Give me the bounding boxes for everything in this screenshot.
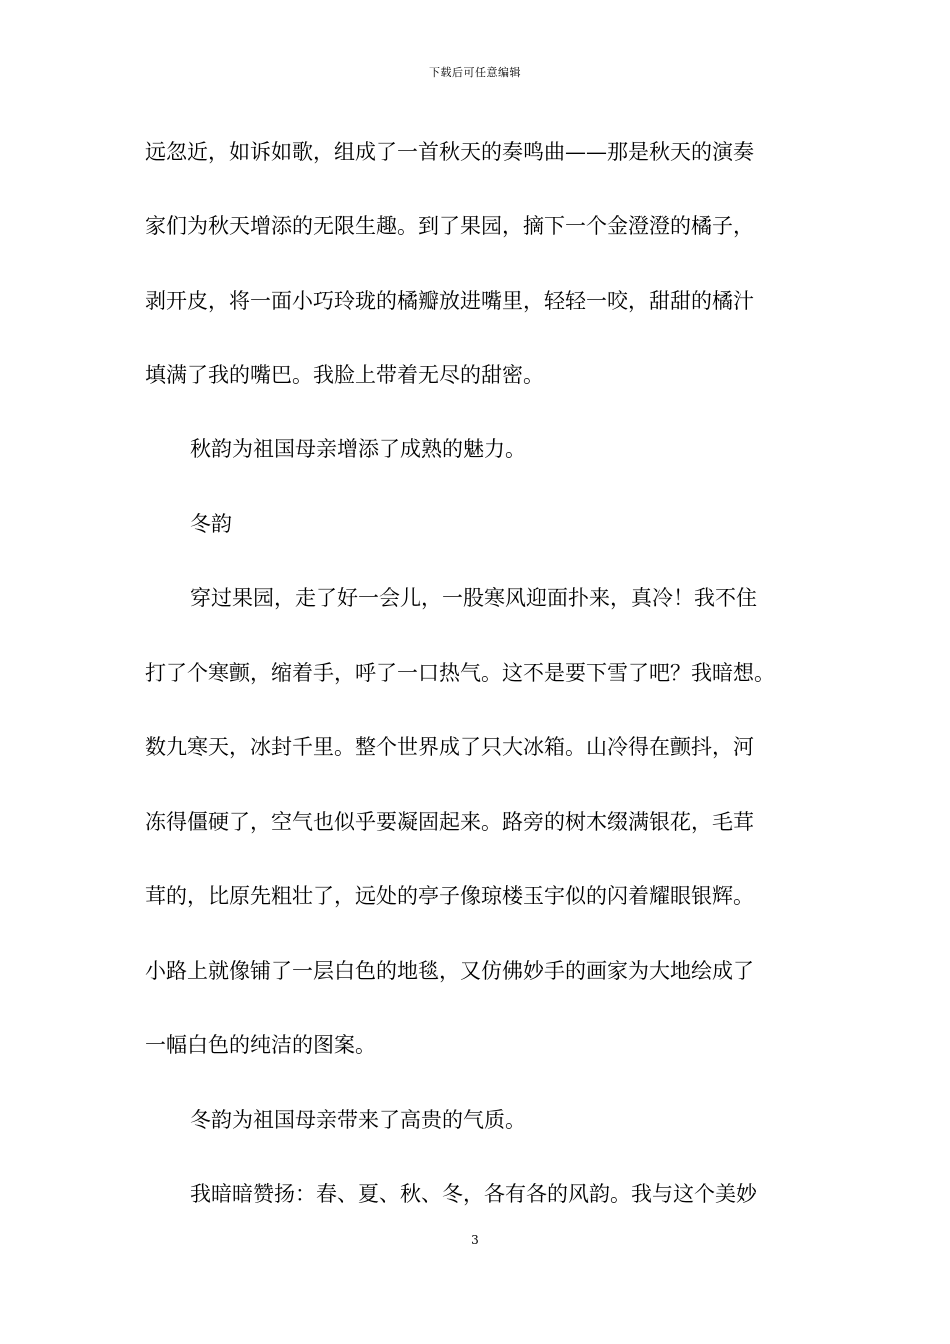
body-line: 冻得僵硬了，空气也似乎要凝固起来。路旁的树木缀满银花，毛茸: [145, 810, 754, 834]
body-line: 我暗暗赞扬：春、夏、秋、冬，各有各的风韵。我与这个美妙: [190, 1182, 757, 1206]
page-number: 3: [471, 1233, 479, 1247]
body-line: 打了个寒颤，缩着手，呼了一口热气。这不是要下雪了吧？我暗想。: [145, 661, 775, 685]
body-line: 穿过果园，走了好一会儿，一股寒风迎面扑来，真冷！我不住: [190, 586, 757, 610]
page-header: 下载后可任意编辑: [429, 66, 521, 79]
body-line: 剥开皮，将一面小巧玲珑的橘瓣放进嘴里，轻轻一咬，甜甜的橘汁: [145, 289, 754, 313]
body-line: 填满了我的嘴巴。我脸上带着无尽的甜密。: [145, 363, 544, 387]
section-heading: 冬韵: [190, 512, 232, 536]
body-line: 茸的，比原先粗壮了，远处的亭子像琼楼玉宇似的闪着耀眼银辉。: [145, 884, 754, 908]
body-line: 小路上就像铺了一层白色的地毯，又仿佛妙手的画家为大地绘成了: [145, 959, 754, 983]
body-line: 数九寒天，冰封千里。整个世界成了只大冰箱。山冷得在颤抖，河: [145, 735, 754, 759]
body-line: 秋韵为祖国母亲增添了成熟的魅力。: [190, 437, 526, 461]
body-line: 一幅白色的纯洁的图案。: [145, 1033, 376, 1057]
body-line: 家们为秋天增添的无限生趣。到了果园，摘下一个金澄澄的橘子，: [145, 214, 754, 238]
body-line: 冬韵为祖国母亲带来了高贵的气质。: [190, 1108, 526, 1132]
body-line: 远忽近，如诉如歌，组成了一首秋天的奏鸣曲——那是秋天的演奏: [145, 140, 754, 164]
